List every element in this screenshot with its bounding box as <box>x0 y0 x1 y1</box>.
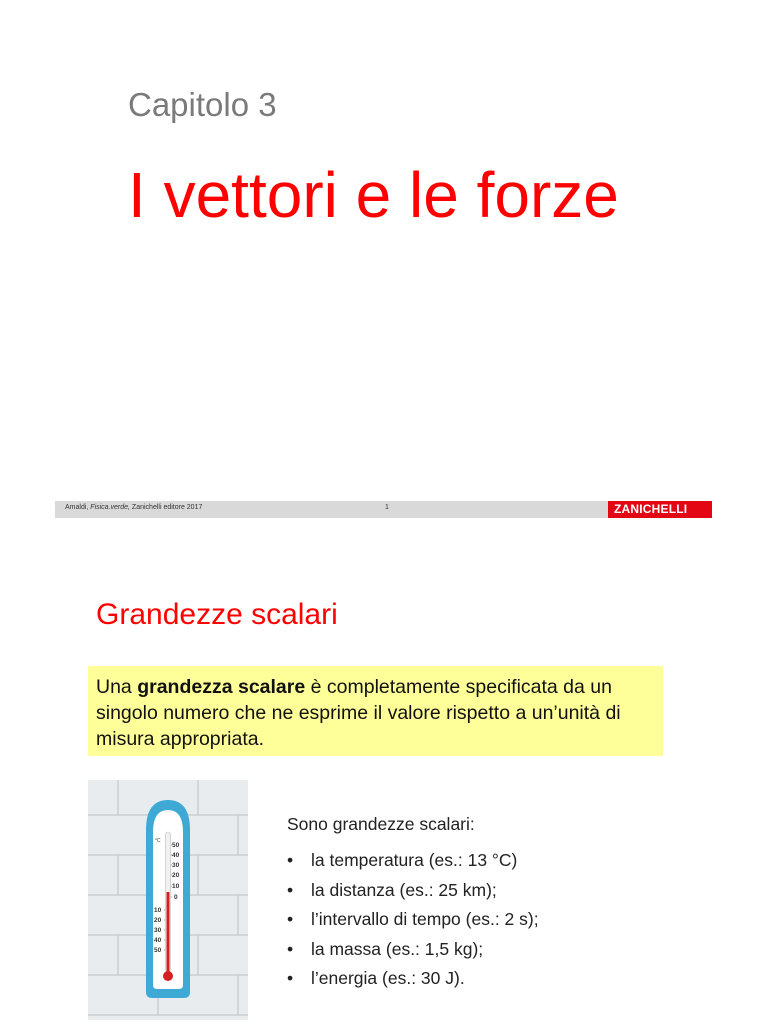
list-item <box>287 964 539 994</box>
scalar-examples-list <box>287 846 539 994</box>
chapter-title: I vettori e le forze <box>128 159 619 231</box>
footer-credit-publisher: Zanichelli editore 2017 <box>129 504 203 511</box>
thermometer-scale-label: 40 <box>154 937 162 944</box>
bullet: • <box>287 909 294 929</box>
thermometer-scale-label: 20 <box>172 872 180 879</box>
bullet: • <box>287 938 294 959</box>
section-title: Grandezze scalari <box>96 598 338 631</box>
list-item-text: l’energia (es.: 30 J). <box>311 968 465 988</box>
slide-footer <box>55 501 712 518</box>
thermometer-unit: °C <box>155 838 161 844</box>
definition-term: grandezza scalare <box>137 676 306 698</box>
thermometer-scale-label: 40 <box>172 852 180 859</box>
thermometer-scale-label: 10 <box>154 907 162 914</box>
page-number: 1 <box>385 504 389 511</box>
list-item-text: la massa (es.: 1,5 kg); <box>311 938 484 959</box>
bullet: • <box>287 968 294 988</box>
thermometer-scale-label: 30 <box>172 862 180 869</box>
thermometer-scale-label: 50 <box>172 842 180 849</box>
footer-credit-author: Amaldi, <box>65 504 91 511</box>
list-item-text: l’intervallo di tempo (es.: 2 s); <box>311 909 539 929</box>
thermometer-scale-label: 0 <box>174 894 178 901</box>
chapter-label: Capitolo 3 <box>128 86 277 123</box>
footer-credit <box>65 504 202 511</box>
definition-text: è completamente specificata da un singolo numero che ne esprime il valore rispetto a un’unità di misura appropriata. <box>96 676 621 750</box>
zanichelli-logo: ZANICHELLI <box>608 501 712 518</box>
list-intro: Sono grandezze scalari: <box>287 814 475 834</box>
thermometer-scale-label: 20 <box>154 917 162 924</box>
list-item-text: la distanza (es.: 25 km); <box>311 879 497 900</box>
thermometer-photo <box>88 780 248 1020</box>
bullet: • <box>287 850 294 870</box>
definition-prefix: Una <box>96 676 138 698</box>
list-item <box>287 935 539 965</box>
footer-credit-book: Fisica.verde, <box>90 504 130 511</box>
list-item <box>287 905 539 935</box>
list-item-text: la temperatura (es.: 13 °C) <box>311 850 518 870</box>
list-item <box>287 846 539 876</box>
bullet: • <box>287 879 294 900</box>
thermometer-scale-label: 50 <box>154 947 162 954</box>
list-item <box>287 876 539 906</box>
thermometer-scale-label: 10 <box>172 883 180 890</box>
definition-box <box>88 666 663 756</box>
thermometer-scale-label: 30 <box>154 927 162 934</box>
